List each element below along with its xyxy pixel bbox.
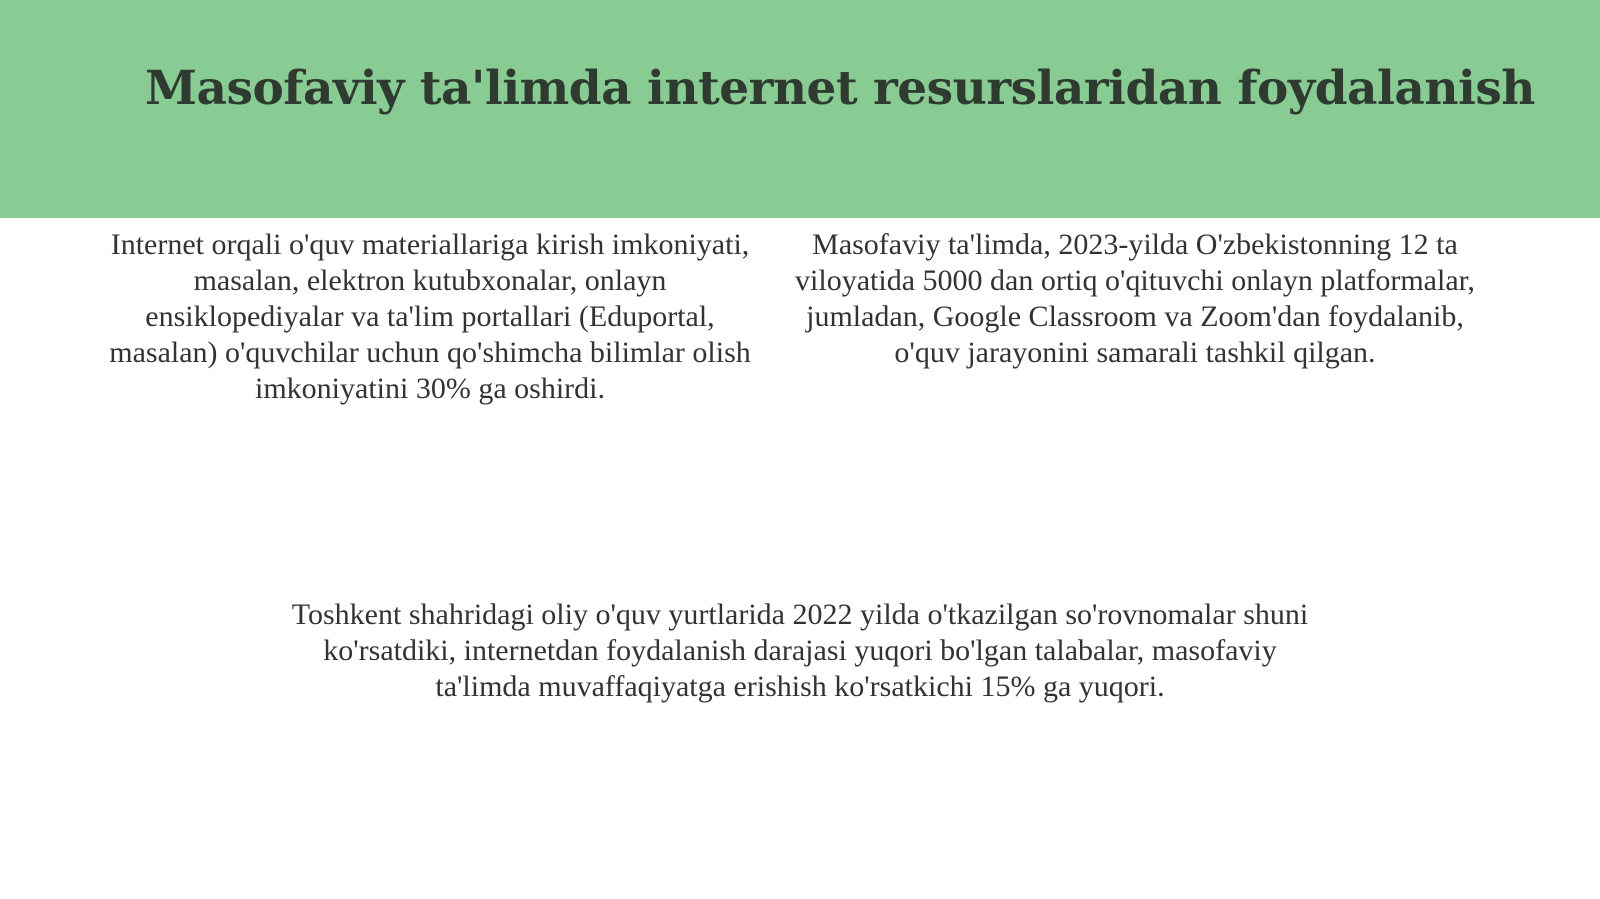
slide-title: Masofaviy ta'limda internet resurslaridan foydalanish [145, 61, 1535, 116]
paragraph-tashkent-survey: Toshkent shahridagi oliy o'quv yurtlarida 2022 yilda o'tkazilgan so'rovnomalar shuni ko'rsatdiki, internetdan foydalanish darajasi yuqori bo'lgan talabalar, masofaviy ta'limda muvaffaqiyatga erishish ko'rsatkichi 15% ga yuqori. [291, 598, 1309, 703]
paragraph-teachers-platforms: Masofaviy ta'limda, 2023-yilda O'zbekistonning 12 ta viloyatida 5000 dan ortiq o'qituvchi onlayn platformalar, jumladan, Google Classroom va Zoom'dan foydalanib, o'quv jarayonini samarali tashkil qilgan. [795, 228, 1475, 369]
paragraph-internet-resources: Internet orqali o'quv materiallariga kirish imkoniyati, masalan, elektron kutubxonalar, onlayn ensiklopediyalar va ta'lim portallari (Eduportal, masalan) o'quvchilar uchun qo'shimcha bilimlar olish imkoniyatini 30% ga oshirdi. [109, 228, 751, 405]
